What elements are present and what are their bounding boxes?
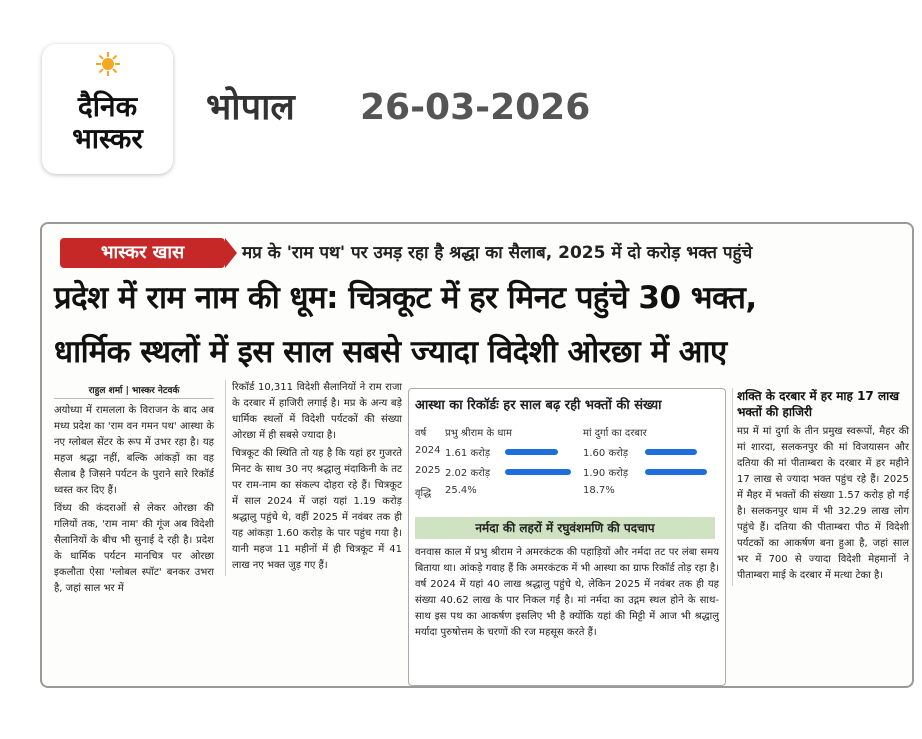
section-tag-arrow (225, 238, 237, 268)
newspaper-clipping (40, 222, 914, 688)
durga-bar-2025 (645, 469, 707, 475)
ram-growth: 25.4% (445, 485, 477, 496)
kicker-headline: मप्र के 'राम पथ' पर उमड़ रहा है श्रद्धा का सैलाब, 2025 में दो करोड़ भक्त पहुंचे (242, 243, 753, 263)
narmada-subhead: नर्मदा की लहरों में रघुवंशमणि की पदचाप (415, 517, 715, 539)
col-header-year: वर्ष (415, 428, 427, 439)
stats-box-title: आस्था का रिकॉर्डः हर साल बढ़ रही भक्तों की संख्या (415, 398, 662, 413)
paragraph: चित्रकूट की स्थिति तो यह है कि यहां हर गुजरते मिनट के साथ 30 नए श्रद्धालु मंदाकिनी के तट पर राम-नाम का संकल्प दोहरा रहे हैं। चित्रकूट में साल 2024 में जहां यहां 1.19 करोड़ श्रद्धालु पहुंचे थे, वहीं 2025 में नवंबर तक ही यह आंकड़ा 1.60 करोड़ के पार पहुंच गया है। यानी महज 11 महीनों में ही चित्रकूट में 41 लाख नए भक्त जुड़ गए हैं। (232, 448, 402, 571)
edition-city: भोपाल (206, 87, 295, 128)
row-2024-durga-value: 1.60 करोड़ (583, 448, 629, 459)
ram-bar-2025 (505, 469, 571, 475)
article-column-2 (225, 380, 402, 576)
narmada-text (415, 545, 719, 643)
logo-line-2: भास्कर (72, 122, 143, 155)
row-2025-ram-value: 2.02 करोड़ (445, 468, 491, 479)
logo-line-1: दैनिक (77, 90, 138, 123)
dainik-bhaskar-logo (42, 44, 173, 174)
durga-growth: 18.7% (583, 485, 615, 496)
row-2025-durga-value: 1.90 करोड़ (583, 468, 629, 479)
row-2024-ram-value: 1.61 करोड़ (445, 448, 491, 459)
row-2024-year: 2024 (415, 445, 441, 456)
paragraph: वनवास काल में प्रभु श्रीराम ने अमरकंटक की पहाड़ियों और नर्मदा तट पर लंबा समय बिताया था। आंकड़े गवाह हैं कि अमरकंटक में भी आस्था का ग्राफ रिकॉर्ड तोड़ रहा है। वर्ष 2024 में यहां 40 लाख श्रद्धालु पहुंचे थे, लेकिन 2025 में नवंबर तक ही यह संख्या 40.62 लाख के पार निकल गई है। मां नर्मदा का उद्गम स्थल होने के साथ-साथ इस पथ का आकर्षण इसलिए भी है क्योंकि यहां की मिट्टी में आज भी श्रद्धालु मर्यादा पुरुषोत्तम के चरणों की रज महसूस करते हैं। (415, 547, 719, 638)
paragraph: अयोध्या में रामलला के विराजन के बाद अब मध्य प्रदेश का 'राम वन गमन पथ' आस्था के नए ग्लोबल सेंटर के रूप में उभर रहा है। यह महज श्रद्धा नहीं, बल्कि आंकड़ों का वह सैलाब है जिसने पर्यटन के पुराने सारे रिकॉर्ड ध्वस्त कर दिए हैं। (54, 405, 214, 496)
edition-date: 26-03-2026 (360, 87, 591, 128)
byline: राहुल शर्मा | भास्कर नेटवर्क (54, 384, 214, 399)
article-column-1 (54, 384, 214, 599)
sidebar-heading: शक्ति के दरबार में हर माह 17 लाख भक्तों की हाजिरी (737, 389, 900, 419)
paragraph: विंध्य की कंदराओं से लेकर ओरछा की गलियों तक, 'राम नाम' की गूंज अब विदेशी सैलानियों के बीच भी सुनाई दे रही है। प्रदेश के धार्मिक पर्यटन मानचित्र पर ओरछा इकलौता ऐसा 'ग्लोबल स्पॉट' बनकर उभरा है, जहां साल भर में (54, 503, 214, 594)
main-headline-line-2: धार्मिक स्थलों में इस साल सबसे ज्यादा विदेशी ओरछा में आए (54, 334, 727, 370)
col-header-durga: मां दुर्गा का दरबार (583, 428, 647, 439)
stats-box (408, 388, 726, 686)
durga-bar-2024 (645, 449, 697, 455)
main-headline-line-1: प्रदेश में राम नाम की धूम: चित्रकूट में हर मिनट पहुंचे 30 भक्त, (54, 280, 757, 316)
sidebar-column (732, 388, 909, 586)
sun-icon (96, 52, 120, 76)
paragraph: रिकॉर्ड 10,311 विदेशी सैलानियों ने राम राजा के दरबार में हाजिरी लगाई है। मप्र के अन्य बड़े धार्मिक स्थलों में विदेशी पर्यटकों की संख्या ओरछा में ही सबसे ज्यादा है। (232, 382, 402, 441)
row-2025-year: 2025 (415, 465, 441, 476)
section-tag: भास्कर खास (60, 238, 225, 268)
ram-bar-2024 (505, 449, 558, 455)
growth-label: वृद्धि (415, 488, 432, 499)
paragraph: मप्र में मां दुर्गा के तीन प्रमुख स्वरूपों, मैहर की मां शारदा, सलकनपुर की मां विजयासन और दतिया की मां पीताम्बरा के दरबार में हर महीने 17 लाख से ज्यादा भक्त पहुंच रहे हैं। 2025 में मैहर में भक्तों की संख्या 1.57 करोड़ हो गई है। सलकनपुर धाम में भी 32.29 लाख लोग पहुंचे हैं। दतिया की पीताम्बरा पीठ में विदेशी पर्यटकों का आकर्षण बना हुआ है, जहां साल भर में 700 से ज्यादा विदेशी मेहमानों ने पीताम्बरा माई के दरबार में मत्था टेका है। (737, 426, 909, 581)
col-header-ram: प्रभु श्रीराम के धाम (445, 428, 512, 439)
